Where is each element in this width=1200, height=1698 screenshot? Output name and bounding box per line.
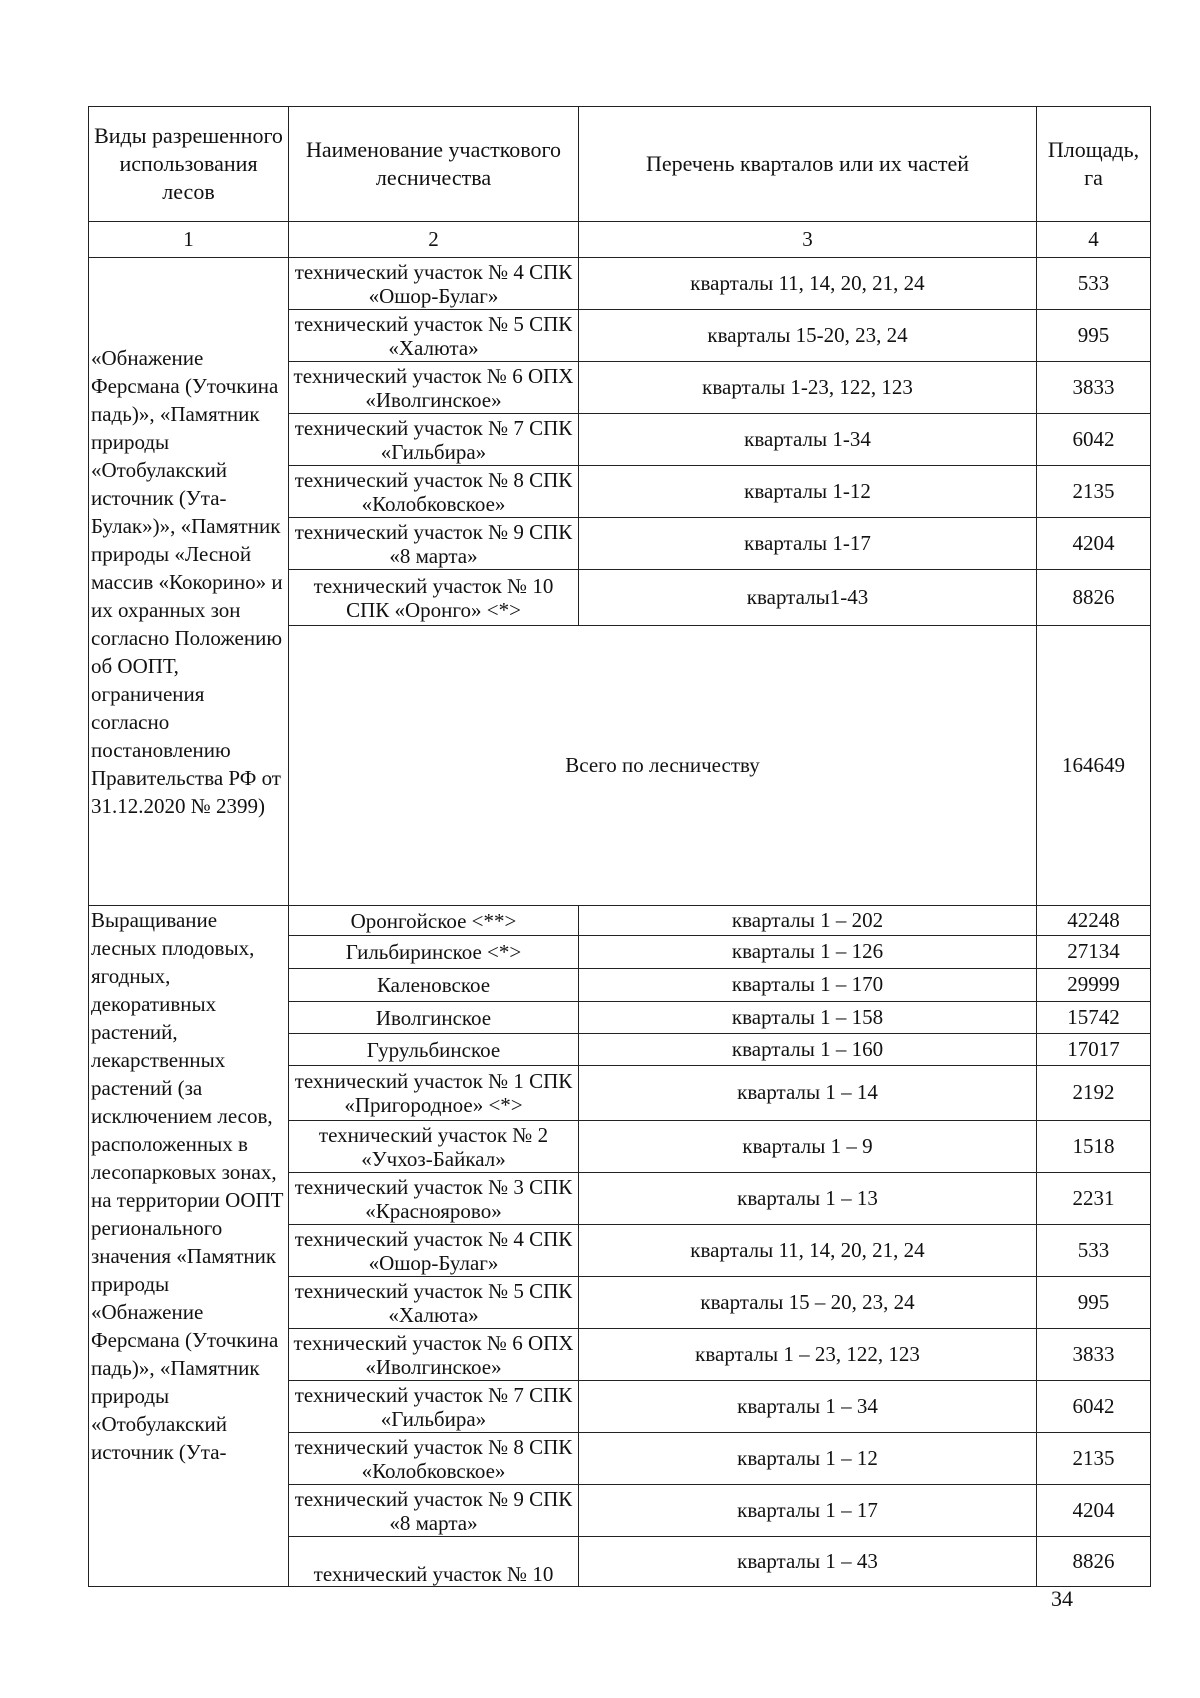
quarters-cell: кварталы 1 – 202 [579, 906, 1037, 936]
page-number: 34 [1051, 1586, 1073, 1611]
area-cell: 2231 [1037, 1173, 1151, 1225]
forestry-name-cell: технический участок № 3 СПК «Красноярово» [289, 1173, 579, 1225]
quarters-cell: кварталы1-43 [579, 570, 1037, 626]
forestry-name-cell: технический участок № 9 СПК «8 марта» [289, 518, 579, 570]
forestry-name-cell: технический участок № 7 СПК «Гильбира» [289, 414, 579, 466]
area-cell: 2192 [1037, 1066, 1151, 1121]
forestry-name-cell: технический участок № 9 СПК «8 марта» [289, 1485, 579, 1537]
quarters-cell: кварталы 11, 14, 20, 21, 24 [579, 258, 1037, 310]
area-cell: 27134 [1037, 936, 1151, 969]
area-cell: 2135 [1037, 466, 1151, 518]
header-forestry-name: Наименование участкового лесничества [289, 107, 579, 222]
quarters-cell: кварталы 1 – 17 [579, 1485, 1037, 1537]
forestry-name-cell: технический участок № 5 СПК «Халюта» [289, 310, 579, 362]
forestry-name-cell: Оронгойское <**> [289, 906, 579, 936]
quarters-cell: кварталы 1 – 13 [579, 1173, 1037, 1225]
header-quarters-list: Перечень кварталов или их частей [579, 107, 1037, 222]
column-number-row [89, 222, 1151, 258]
area-cell: 42248 [1037, 906, 1151, 936]
area-cell: 3833 [1037, 1329, 1151, 1381]
quarters-cell: кварталы 11, 14, 20, 21, 24 [579, 1225, 1037, 1277]
total-area: 164649 [1037, 626, 1151, 906]
area-cell: 533 [1037, 258, 1151, 310]
quarters-cell: кварталы 1-12 [579, 466, 1037, 518]
header-use-types: Виды разрешенного использования лесов [89, 107, 289, 222]
forestry-name-cell: Гильбиринское <*> [289, 936, 579, 969]
forest-use-table [88, 106, 1151, 1587]
forestry-name-cell: технический участок № 7 СПК «Гильбира» [289, 1381, 579, 1433]
table-row [89, 906, 1151, 936]
area-cell: 29999 [1037, 969, 1151, 1002]
forestry-name-cell: Каленовское [289, 969, 579, 1002]
quarters-cell: кварталы 1 – 43 [579, 1537, 1037, 1587]
quarters-cell: кварталы 1 – 158 [579, 1002, 1037, 1034]
quarters-cell: кварталы 1-17 [579, 518, 1037, 570]
quarters-cell: кварталы 1 – 14 [579, 1066, 1037, 1121]
quarters-cell: кварталы 1 – 12 [579, 1433, 1037, 1485]
total-label: Всего по лесничеству [289, 626, 1037, 906]
quarters-cell: кварталы 1 – 23, 122, 123 [579, 1329, 1037, 1381]
quarters-cell: кварталы 1-23, 122, 123 [579, 362, 1037, 414]
quarters-cell: кварталы 15-20, 23, 24 [579, 310, 1037, 362]
column-number: 1 [89, 222, 289, 258]
header-row [89, 107, 1151, 222]
quarters-cell: кварталы 1-34 [579, 414, 1037, 466]
column-number: 4 [1037, 222, 1151, 258]
header-area: Площадь, га [1037, 107, 1151, 222]
use-type-cell: Выращивание лесных плодовых, ягодных, декоративных растений, лекарственных растений (за исключением лесов, расположенных в лесопарковых зонах, на территории ООПТ регионального значения «Памятник природы «Обнажение Ферсмана (Уточкина падь)», «Памятник природы «Отобулакский источник (Ута- [89, 906, 289, 1587]
area-cell: 4204 [1037, 518, 1151, 570]
quarters-cell: кварталы 1 – 126 [579, 936, 1037, 969]
section-2-body [89, 906, 1151, 1587]
table-row [89, 258, 1151, 310]
forestry-name-cell: технический участок № 4 СПК «Ошор-Булаг» [289, 258, 579, 310]
area-cell: 533 [1037, 1225, 1151, 1277]
forestry-name-cell: технический участок № 10 СПК «Оронго» <*> [289, 570, 579, 626]
area-cell: 17017 [1037, 1034, 1151, 1066]
quarters-cell: кварталы 1 – 34 [579, 1381, 1037, 1433]
forestry-name-cell: технический участок № 1 СПК «Пригородное» <*> [289, 1066, 579, 1121]
area-cell: 4204 [1037, 1485, 1151, 1537]
quarters-cell: кварталы 1 – 170 [579, 969, 1037, 1002]
forestry-name-cell: Иволгинское [289, 1002, 579, 1034]
forestry-name-cell: технический участок № 8 СПК «Колобковское» [289, 1433, 579, 1485]
quarters-cell: кварталы 1 – 160 [579, 1034, 1037, 1066]
area-cell: 15742 [1037, 1002, 1151, 1034]
area-cell: 1518 [1037, 1121, 1151, 1173]
area-cell: 2135 [1037, 1433, 1151, 1485]
area-cell: 995 [1037, 1277, 1151, 1329]
forestry-name-cell: технический участок № 10 [289, 1537, 579, 1587]
forestry-name-cell: технический участок № 4 СПК «Ошор-Булаг» [289, 1225, 579, 1277]
quarters-cell: кварталы 1 – 9 [579, 1121, 1037, 1173]
section-1-body [89, 258, 1151, 906]
forestry-name-cell: технический участок № 2 «Учхоз-Байкал» [289, 1121, 579, 1173]
area-cell: 6042 [1037, 1381, 1151, 1433]
use-type-cell: «Обнажение Ферсмана (Уточкина падь)», «Памятник природы «Отобулакский источник (Ута-Булак»)», «Памятник природы «Лесной массив «Кокорино» и их охранных зон согласно Положению об ООПТ, ограничения согласно постановлению Правительства РФ от 31.12.2020 № 2399) [89, 258, 289, 906]
area-cell: 995 [1037, 310, 1151, 362]
forestry-name-cell: технический участок № 6 ОПХ «Иволгинское» [289, 1329, 579, 1381]
area-cell: 3833 [1037, 362, 1151, 414]
area-cell: 8826 [1037, 1537, 1151, 1587]
column-number: 3 [579, 222, 1037, 258]
quarters-cell: кварталы 15 – 20, 23, 24 [579, 1277, 1037, 1329]
forestry-name-cell: технический участок № 8 СПК «Колобковское» [289, 466, 579, 518]
area-cell: 8826 [1037, 570, 1151, 626]
forestry-name-cell: технический участок № 5 СПК «Халюта» [289, 1277, 579, 1329]
forestry-name-cell: Гурульбинское [289, 1034, 579, 1066]
column-number: 2 [289, 222, 579, 258]
area-cell: 6042 [1037, 414, 1151, 466]
forestry-name-cell: технический участок № 6 ОПХ «Иволгинское» [289, 362, 579, 414]
